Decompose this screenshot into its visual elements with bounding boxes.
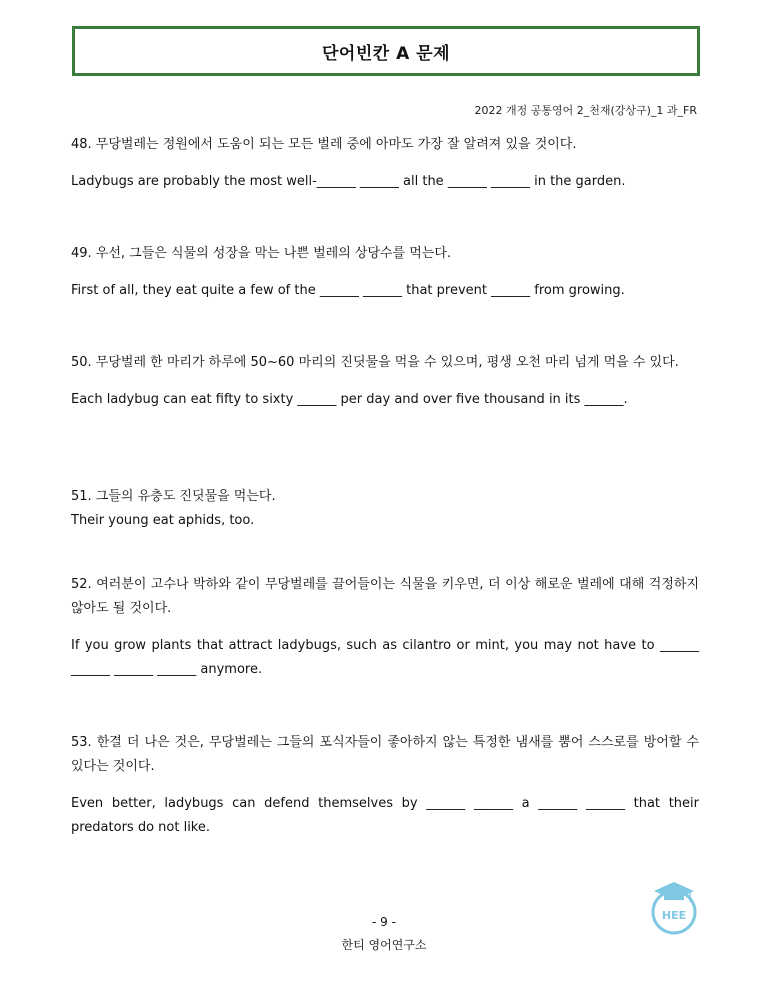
question-51: [71, 485, 699, 533]
question-49: [71, 242, 699, 303]
logo-text: HEE: [661, 909, 687, 922]
question-english: Even better, ladybugs can defend themselves by ______ ______ a ______ ______ that their predators do not like.: [71, 796, 699, 835]
page-number: - 9 -: [372, 915, 396, 929]
question-50: [71, 351, 699, 412]
question-english: First of all, they eat quite a few of the ______ ______ that prevent ______ from growing.: [71, 283, 625, 298]
question-korean: 49. 우선, 그들은 식물의 성장을 막는 나쁜 벌레의 상당수를 먹는다.: [71, 246, 452, 261]
question-52: [71, 573, 699, 682]
question-english: If you grow plants that attract ladybugs, such as cilantro or mint, you may not have to ______ ______ ______ ______ anymore.: [71, 638, 699, 677]
question-korean: 48. 무당벌레는 정원에서 도움이 되는 모든 벌레 중에 아마도 가장 잘 알려져 있을 것이다.: [71, 137, 577, 152]
question-korean: 50. 무당벌레 한 마리가 하루에 50~60 마리의 진딧물을 먹을 수 있으며, 평생 오천 마리 넘게 먹을 수 있다.: [71, 355, 679, 370]
question-english: Their young eat aphids, too.: [71, 513, 255, 528]
subtitle: 2022 개정 공통영어 2_천재(강상구)_1 과_FR: [474, 104, 697, 117]
graduation-cap-icon: [654, 882, 694, 902]
hee-logo: [650, 880, 698, 936]
footer-org: 한티 영어연구소: [341, 938, 427, 952]
question-korean: 53. 한결 더 나은 것은, 무당벌레는 그들의 포식자들이 좋아하지 않는 특정한 냄새를 뿜어 스스로를 방어할 수 있다는 것이다.: [71, 735, 699, 774]
question-48: [71, 133, 699, 194]
question-english: Ladybugs are probably the most well-______ ______ all the ______ ______ in the garden.: [71, 174, 626, 189]
question-english: Each ladybug can eat fifty to sixty ______ per day and over five thousand in its ______.: [71, 392, 628, 407]
title-box: [72, 26, 700, 76]
question-korean: 51. 그들의 유충도 진딧물을 먹는다.: [71, 489, 276, 504]
page-title: 단어빈칸 A 문제: [321, 43, 451, 64]
question-53: [71, 731, 699, 840]
question-korean: 52. 여러분이 고수나 박하와 같이 무당벌레를 끌어들이는 식물을 키우면, 더 이상 해로운 벌레에 대해 걱정하지 않아도 될 것이다.: [71, 577, 699, 616]
